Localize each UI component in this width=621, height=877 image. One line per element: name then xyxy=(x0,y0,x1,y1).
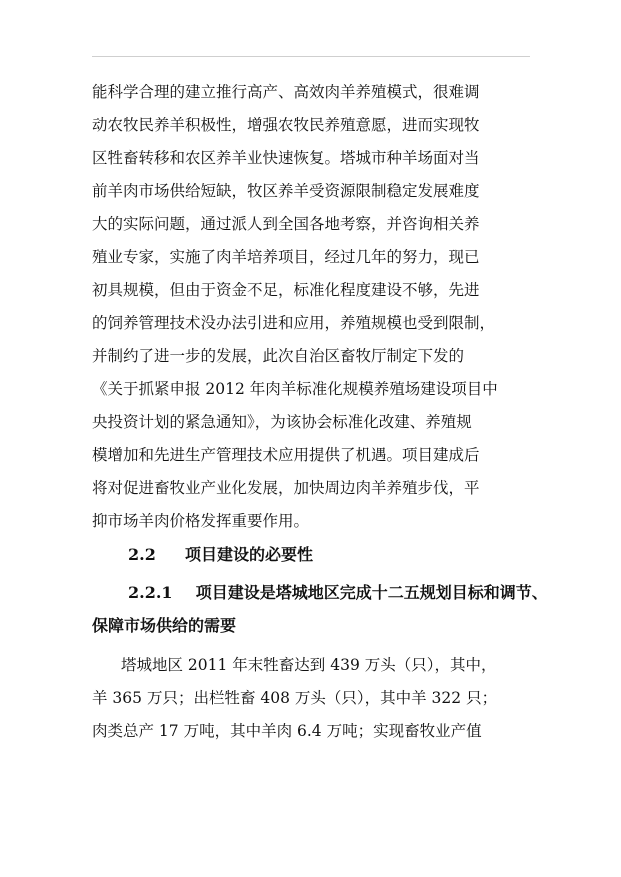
section-number: 2.2 xyxy=(128,545,156,564)
paragraph-line: 前羊肉市场供给短缺，牧区养羊受资源限制稳定发展难度 xyxy=(92,182,480,200)
paragraph-line: 模增加和先进生产管理技术应用提供了机遇。项目建成后 xyxy=(92,446,480,464)
paragraph-line: 肉类总产 17 万吨，其中羊肉 6.4 万吨；实现畜牧业产值 xyxy=(92,722,482,740)
section-title-continuation: 保障市场供给的需要 xyxy=(92,616,237,635)
paragraph-line: 塔城地区 2011 年末牲畜达到 439 万头（只），其中， xyxy=(121,656,497,674)
paragraph-line: 央投资计划的紧急通知》，为该协会标准化改建、养殖规 xyxy=(92,413,472,431)
section-title: 项目建设是塔城地区完成十二五规划目标和调节、 xyxy=(195,583,548,602)
paragraph-line: 殖业专家，实施了肉羊培养项目，经过几年的努力，现已 xyxy=(92,248,480,266)
paragraph-line: 初具规模，但由于资金不足，标准化程度建设不够，先进 xyxy=(92,281,480,299)
paragraph-line: 大的实际问题，通过派人到全国各地考察，并咨询相关养 xyxy=(92,215,480,233)
section-heading-2-2-1 xyxy=(128,583,548,603)
paragraph-line: 羊 365 万只；出栏牲畜 408 万头（只），其中羊 322 只； xyxy=(92,689,498,707)
section-number: 2.2.1 xyxy=(128,583,173,602)
section-heading-2-2 xyxy=(128,545,313,565)
paragraph-line: 抑市场羊肉价格发挥重要作用。 xyxy=(92,512,310,530)
section-title: 项目建设的必要性 xyxy=(185,545,314,564)
paragraph-line: 区牲畜转移和农区养羊业快速恢复。塔城市种羊场面对当 xyxy=(92,149,480,167)
paragraph-line: 并制约了进一步的发展，此次自治区畜牧厅制定下发的 xyxy=(92,347,465,365)
paragraph-line: 能科学合理的建立推行高产、高效肉羊养殖模式，很难调 xyxy=(92,83,480,101)
paragraph-line: 《关于抓紧申报 2012 年肉羊标准化规模养殖场建设项目中 xyxy=(92,380,498,398)
paragraph-line: 动农牧民养羊积极性，增强农牧民养殖意愿，进而实现牧 xyxy=(92,116,480,134)
paragraph-line: 的饲养管理技术没办法引进和应用，养殖规模也受到限制， xyxy=(92,314,496,332)
header-rule xyxy=(92,56,530,57)
paragraph-line: 将对促进畜牧业产业化发展，加快周边肉羊养殖步伐，平 xyxy=(92,479,480,497)
